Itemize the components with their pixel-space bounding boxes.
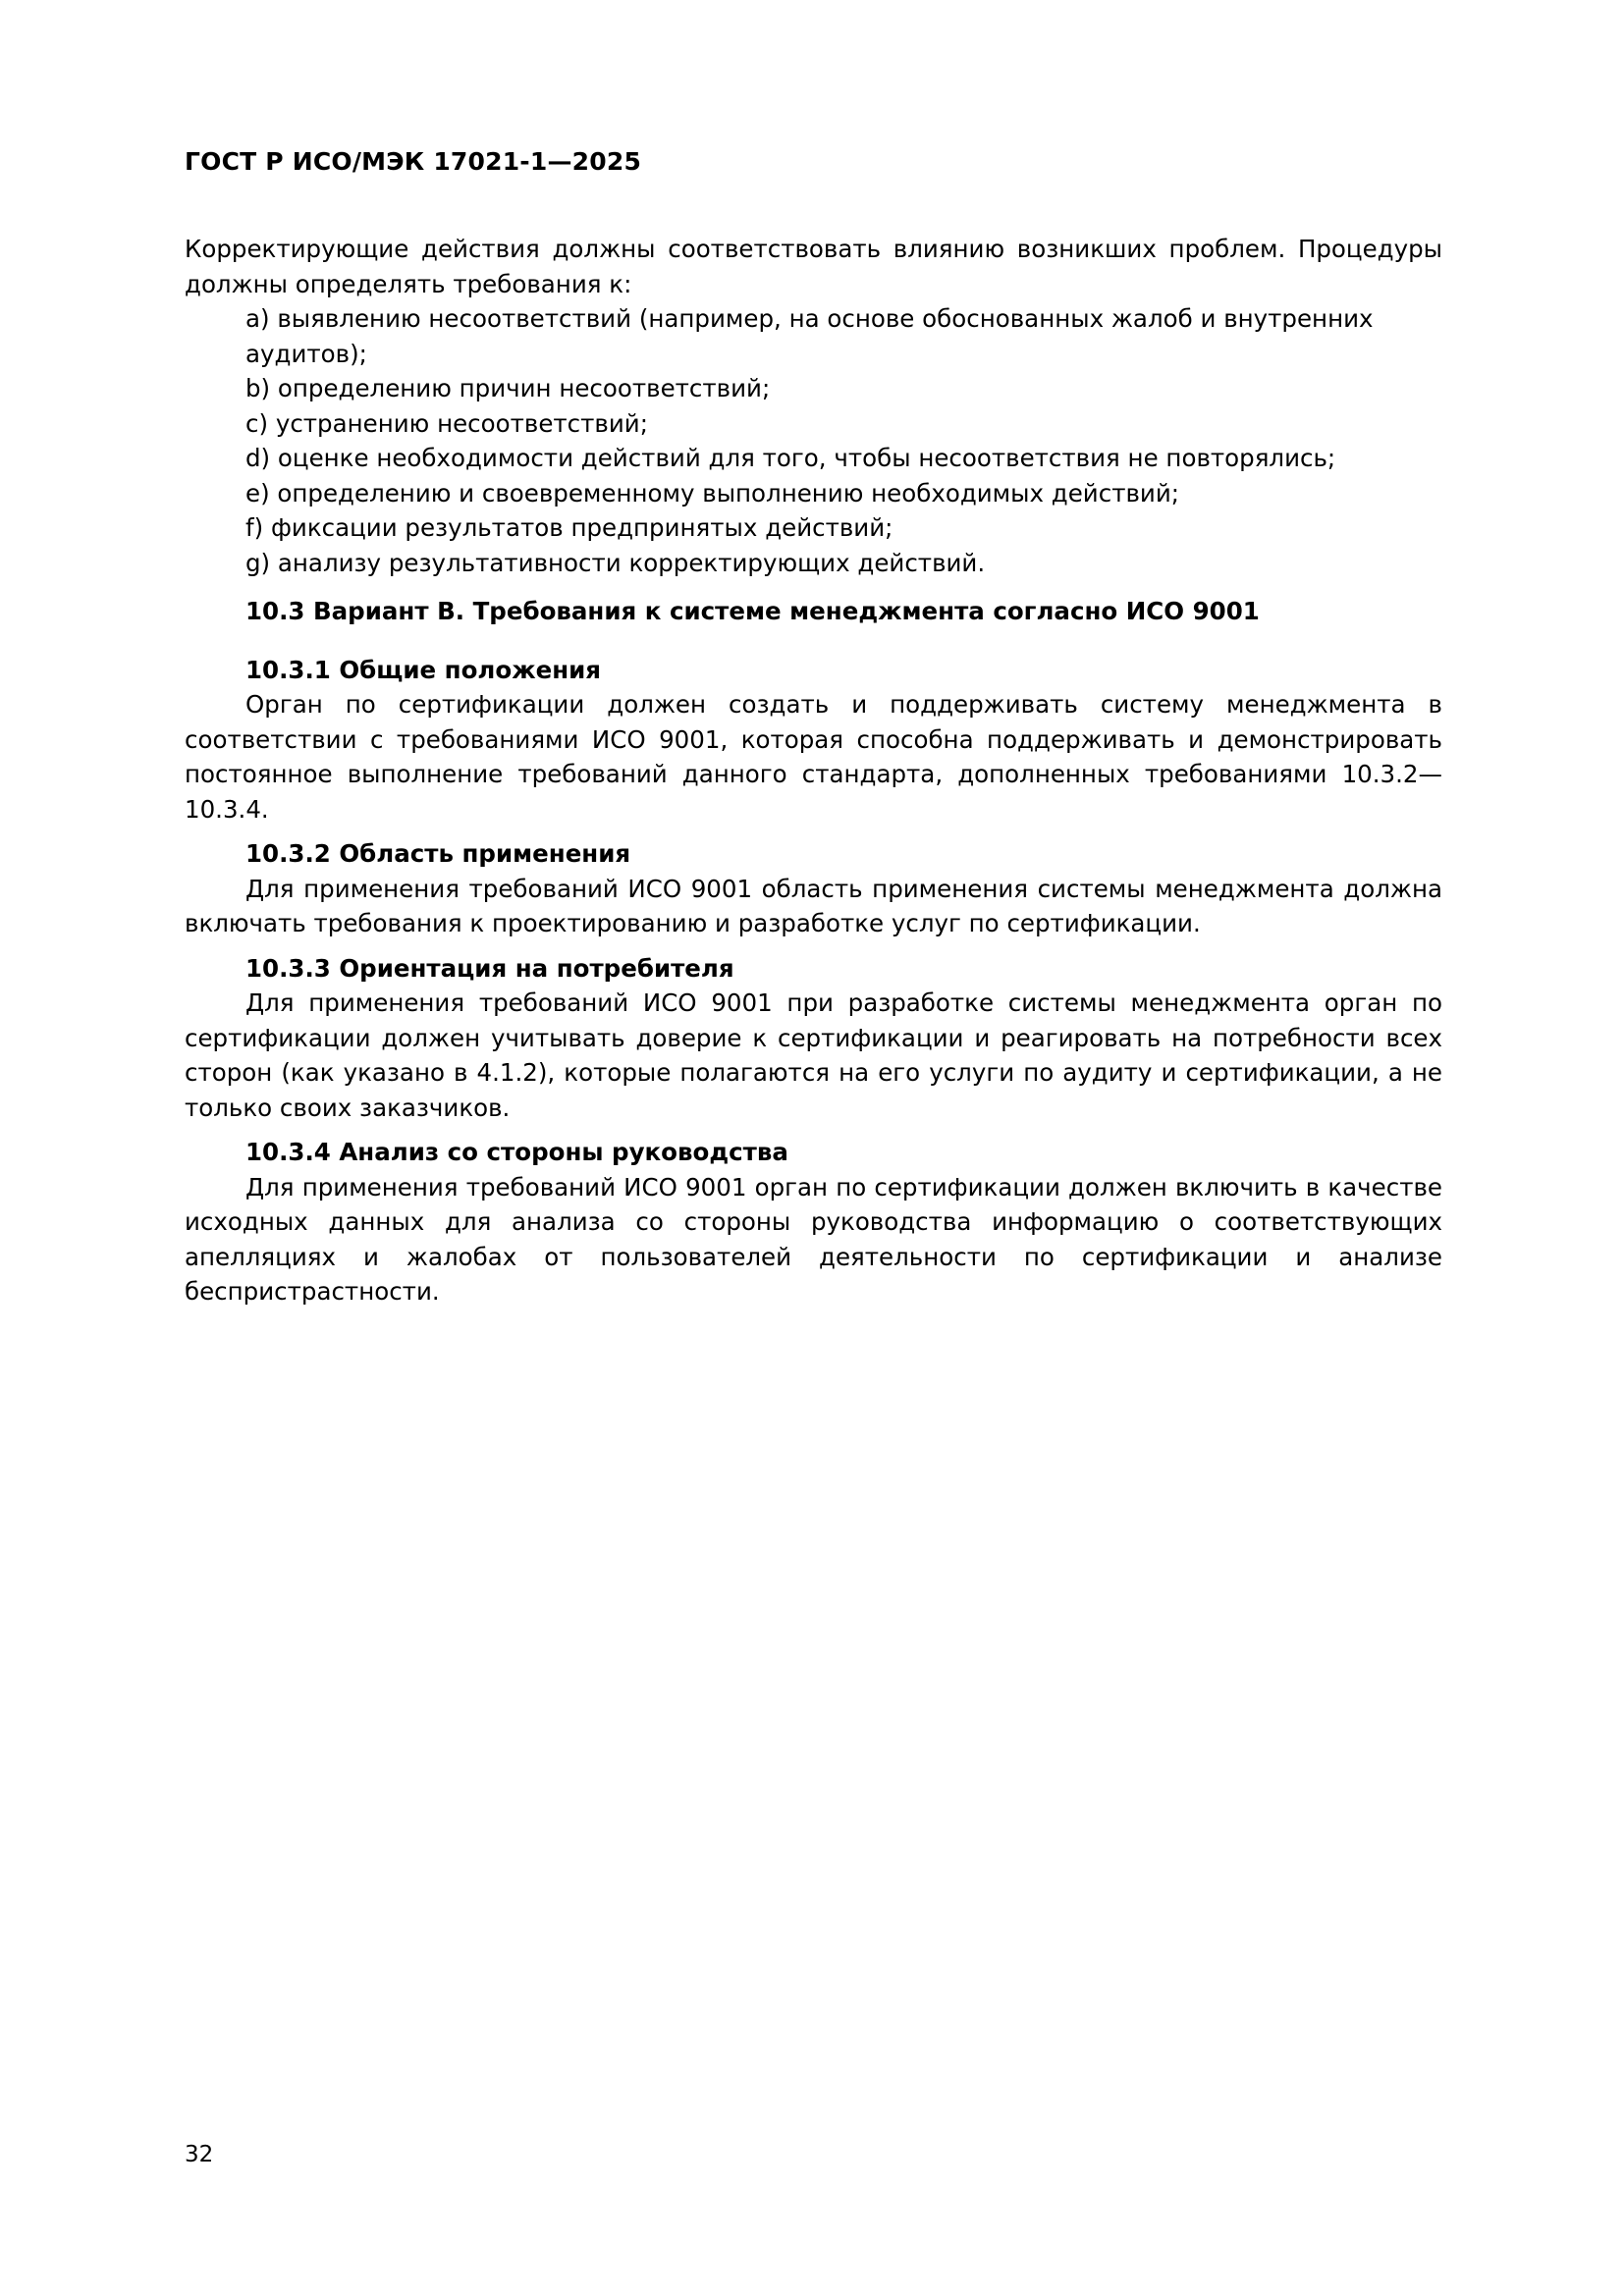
list-item: b) определению причин несоответствий; (245, 374, 771, 403)
spacer (185, 629, 1442, 643)
page-body (185, 232, 1442, 1309)
list-item: c) устранению несоответствий; (245, 408, 648, 438)
section-heading-10-3: 10.3 Вариант B. Требования к системе менеджмента согласно ИСО 9001 (245, 597, 1260, 626)
list-item: d) оценке необходимости действий для того, чтобы несоответствия не повторялись; (245, 444, 1336, 473)
section-body-10-3-1: Орган по сертификации должен создать и поддерживать систему менеджмента в соответствии с требованиями ИСО 9001, которая способна поддерживать и демонстрировать постоянное выполнение требований данного стандарта, дополненных требованиями 10.3.2—10.3.4. (185, 690, 1442, 824)
section-heading-10-3-2: 10.3.2 Область применения (245, 839, 631, 869)
requirements-list (185, 301, 1442, 580)
section-body-10-3-4: Для применения требований ИСО 9001 орган по сертификации должен включить в качестве исходных данных для анализа со стороны руководства информацию о соответствующих апелляциях и жалобах от пользователей деятельности по сертификации и анализе беспристрастности. (185, 1172, 1442, 1307)
list-item: a) выявлению несоответствий (например, на основе обоснованных жалоб и внутренних аудитов); (245, 304, 1374, 368)
list-item: e) определению и своевременному выполнению необходимых действий; (245, 478, 1180, 507)
intro-paragraph: Корректирующие действия должны соответствовать влиянию возникших проблем. Процедуры должны определять требования к: (185, 235, 1442, 298)
page-number: 32 (185, 2142, 214, 2167)
section-body-10-3-3: Для применения требований ИСО 9001 при разработке системы менеджмента орган по сертификации должен учитывать доверие к сертификации и реагировать на потребности всех сторон (как указано в 4.1.2), которые полагаются на его услуги по аудиту и сертификации, а не только своих заказчиков. (185, 988, 1442, 1122)
page-header: ГОСТ Р ИСО/МЭК 17021-1—2025 (185, 147, 642, 176)
section-body-10-3-2: Для применения требований ИСО 9001 область применения системы менеджмента должна включать требования к проектированию и разработке услуг по сертификации. (185, 874, 1442, 938)
section-heading-10-3-1: 10.3.1 Общие положения (245, 655, 602, 684)
list-item: f) фиксации результатов предпринятых действий; (245, 513, 893, 543)
section-heading-10-3-3: 10.3.3 Ориентация на потребителя (245, 953, 734, 983)
section-heading-10-3-4: 10.3.4 Анализ со стороны руководства (245, 1138, 788, 1167)
list-item: g) анализу результативности корректирующих действий. (245, 548, 986, 577)
